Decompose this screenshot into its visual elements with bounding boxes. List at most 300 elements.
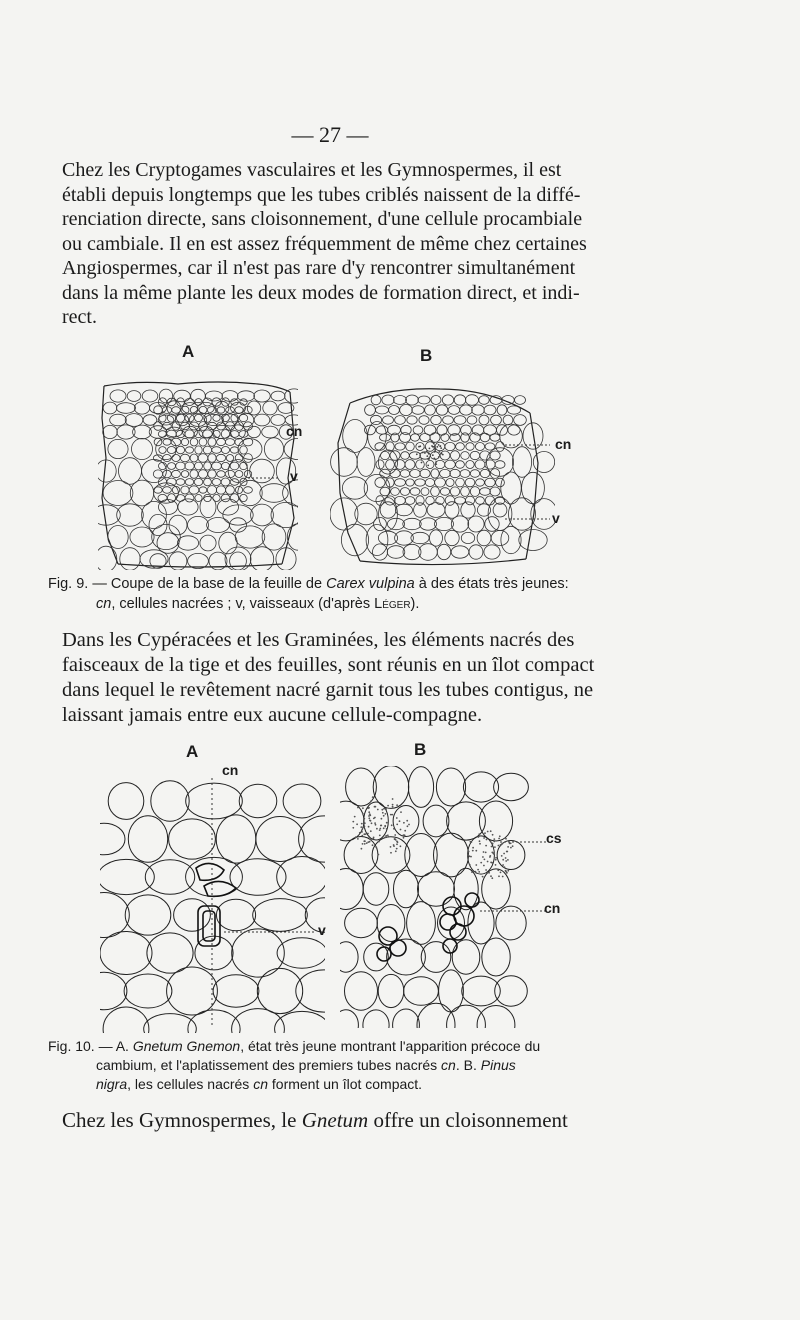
tissue-cell [407,902,436,945]
tissue-cell [495,976,528,1006]
tissue-cell [152,524,181,549]
stipple-dot [363,840,365,842]
caption-abbrev: cn [441,1057,456,1073]
tissue-cell [412,406,424,415]
stipple-dot [378,854,380,856]
tissue-cell [426,460,434,468]
stipple-dot [502,864,504,866]
stipple-dot [499,835,501,837]
tissue-cell [110,390,126,402]
tissue-cell [400,470,410,478]
tissue-cell [436,405,448,415]
tissue-cell [395,496,406,504]
tissue-cell [376,460,384,469]
stipple-dot [470,841,472,843]
stipple-dot [390,852,392,854]
stipple-dot [363,826,365,828]
tissue-cell [390,451,400,461]
tissue-cell [103,402,117,414]
tissue-cell [442,395,453,405]
stipple-dot [368,826,370,828]
tissue-cell [431,469,439,478]
stipple-dot [397,841,399,843]
stipple-dot [384,825,386,827]
tissue-cell [200,535,216,551]
tissue-cell [185,399,195,406]
caption-text: forment un îlot compact. [268,1076,423,1092]
tissue-cell [205,414,224,425]
tissue-cell [345,972,378,1010]
stipple-dot [500,844,502,846]
tissue-cell [159,500,178,515]
tissue-cell [378,450,397,474]
stipple-dot [393,828,395,830]
caption-abbrev: cn [253,1076,268,1092]
text-line: établi depuis longtemps que les tubes criblés naissent de la diffé- [62,183,581,206]
tissue-cell [238,439,262,460]
stipple-dot [362,813,364,815]
tissue-cell [406,479,414,486]
tissue-cell [394,870,419,908]
caption-text: Fig. 9. — Coupe de la base de la feuille de [48,576,327,592]
tissue-cell [472,405,485,415]
stipple-dot [372,844,374,846]
fig10-drawing-a [100,778,325,1033]
stipple-dot [381,809,383,811]
stipple-dot [469,864,471,866]
tissue-cell [451,546,469,558]
tissue-cell [216,815,256,863]
tissue-cell [194,430,203,437]
tissue-cell [420,518,437,530]
tissue-cell [512,447,531,478]
tissue-cell [468,516,484,532]
stipple-dot [396,804,398,806]
stipple-dot [478,836,480,838]
stipple-dot [471,871,473,873]
tissue-cell [195,936,233,970]
tissue-cell [376,406,389,414]
tissue-cell [163,487,172,494]
tissue-cell [461,452,470,460]
tissue-cell [387,546,405,559]
tissue-cell [221,494,230,502]
caption-species: Carex vulpina [326,576,415,592]
tissue-cell [450,451,459,461]
tissue-cell [445,460,456,469]
tissue-cell [208,438,216,447]
tissue-cell [253,899,308,932]
tissue-cell [185,494,194,502]
caption-species: nigra [96,1076,128,1092]
stipple-dot [392,806,394,808]
tissue-cell [454,416,466,425]
tissue-cell [340,869,363,910]
stipple-dot [374,822,376,824]
tissue-cell [244,454,253,463]
tissue-cell [264,438,283,461]
tissue-cell [380,434,391,441]
tissue-cell [117,403,136,414]
tissue-cell [132,438,153,459]
tissue-cell [190,470,198,479]
tissue-cell [440,451,450,460]
stipple-dot [467,854,469,856]
tissue-cell [204,478,212,486]
stipple-dot [375,824,377,826]
tissue-cell [100,823,125,855]
tissue-cell [440,469,451,477]
tissue-cell [217,438,226,445]
stipple-dot [406,820,408,822]
stipple-dot [439,446,441,448]
stipple-dot [507,859,509,861]
stipple-dot [363,818,365,820]
tissue-cell [507,406,520,414]
stipple-dot [440,447,442,449]
stipple-dot [491,843,493,845]
stipple-dot [500,872,502,874]
stipple-dot [478,871,480,873]
tissue-cell [425,405,436,415]
tissue-cell [467,416,477,424]
tissue-cell [157,533,179,554]
tissue-cell [145,860,194,895]
stipple-dot [373,818,375,820]
tissue-cell [423,805,449,837]
stipple-dot [432,454,434,456]
stipple-dot [403,822,405,824]
tissue-cell [186,783,243,819]
tissue-cell [195,462,203,470]
tissue-cell [443,416,454,424]
tissue-cell [142,459,167,482]
stipple-dot [364,822,366,824]
stipple-dot [426,455,428,457]
stipple-dot [399,820,401,822]
stipple-dot [396,817,398,819]
tissue-cell [195,495,202,502]
tissue-cell [277,857,325,898]
stipple-dot [494,846,496,848]
tissue-cell [172,455,180,462]
tissue-cell [158,431,166,438]
stipple-dot [475,864,477,866]
stipple-dot [505,838,507,840]
tissue-cell [248,426,261,437]
tissue-cell [212,447,222,454]
tissue-cell [240,446,248,454]
stipple-dot [380,825,382,827]
tissue-cell [147,933,193,973]
tissue-cell [110,414,127,426]
stipple-dot [502,876,504,878]
fig10-label-v-a: v [318,922,326,938]
tissue-cell [239,414,247,421]
tissue-cell [456,443,465,451]
stipple-dot [377,809,379,811]
stipple-dot [370,800,372,802]
stipple-dot [498,845,500,847]
tissue-cell [221,478,230,486]
tissue-cell [181,486,189,494]
stipple-dot [485,852,487,854]
tissue-cell [446,479,454,487]
tissue-cell [493,503,507,517]
stipple-dot [472,850,474,852]
tissue-cell [484,405,496,415]
tissue-cell [434,833,469,877]
tissue-cell [400,405,413,416]
stipple-dot [505,860,507,862]
stipple-dot [510,842,512,844]
stipple-dot [404,835,406,837]
stipple-dot [372,838,374,840]
tissue-cell [180,454,189,462]
tissue-cell [435,517,454,530]
tissue-cell [437,544,450,559]
tissue-cell [159,447,166,454]
stipple-dot [483,865,485,867]
caption-text: ). [410,596,420,612]
stipple-dot [503,853,505,855]
stipple-dot [482,876,484,878]
stipple-dot [419,445,421,447]
tissue-cell [431,487,440,497]
tissue-cell [185,462,194,470]
tissue-cell [232,929,285,977]
stipple-dot [368,807,370,809]
tissue-cell [199,438,207,446]
tissue-cell [190,438,198,446]
tissue-cell [460,405,473,415]
stipple-dot [354,816,356,818]
stipple-dot [498,875,500,877]
tissue-cell [134,402,149,414]
tissue-cell [490,434,500,441]
tissue-cell [250,459,275,483]
tissue-cell [103,481,133,506]
stipple-dot [495,864,497,866]
tissue-cell [216,899,255,930]
stipple-dot [381,818,383,820]
stipple-dot [392,798,394,800]
tissue-cell [217,471,225,478]
tissue-cell [175,414,188,426]
tissue-cell [216,486,225,494]
tissue-cell [365,405,376,416]
tissue-cell [410,452,421,459]
tissue-cell [460,470,470,478]
stipple-dot [495,859,497,861]
tissue-cell [199,487,207,493]
stipple-dot [484,832,486,834]
tissue-cell [466,461,474,469]
tissue-cell [344,837,378,874]
stipple-dot [370,820,372,822]
stipple-dot [404,830,406,832]
stipple-dot [434,451,436,453]
text-line: rect. [62,306,97,328]
tissue-cell [490,487,500,496]
tissue-cell [480,433,489,442]
tissue-cell [171,438,181,446]
tissue-cell [198,454,208,463]
stipple-dot [393,844,395,846]
text-line: ou cambiale. Il en est assez fréquemment de même chez certaines [62,232,587,255]
stipple-dot [368,836,370,838]
tissue-cell [181,406,189,414]
tissue-cell [461,532,474,543]
tissue-cell [172,470,181,477]
tissue-cell [445,442,455,450]
stipple-dot [470,856,472,858]
caption-text: , état très jeune montrant l'apparition précoce du [240,1038,541,1054]
tissue-cell [469,545,483,559]
stipple-dot [492,852,494,854]
stipple-dot [382,812,384,814]
stipple-dot [369,841,371,843]
stipple-dot [435,461,437,463]
tissue-cell [230,447,238,453]
tissue-cell [451,516,468,532]
tissue-cell [431,396,441,405]
tissue-cell [447,1005,486,1028]
stipple-dot [384,836,386,838]
tissue-cell [240,462,248,469]
stipple-dot [356,823,358,825]
stipple-dot [480,862,482,864]
tissue-cell [430,530,443,546]
tissue-cell [240,494,247,501]
tissue-cell [363,873,389,905]
tissue-cell [419,544,438,561]
stipple-dot [396,824,398,826]
tissue-cell [108,526,128,549]
tissue-cell [204,494,212,501]
tissue-cell [477,1006,515,1029]
stipple-dot [512,845,514,847]
stipple-dot [498,838,500,840]
tissue-cell [168,463,176,470]
tissue-cell [244,422,253,430]
tissue-cell [178,499,198,515]
tissue-cell [232,1009,285,1033]
tissue-cell [124,974,172,1008]
paragraph-1 [62,158,622,330]
stipple-dot [433,458,435,460]
tissue-cell [445,496,455,506]
tissue-cell [441,434,449,442]
tissue-cell [108,783,144,820]
tissue-cell [283,784,321,818]
tissue-cell [167,478,176,486]
caption-species: Gnetum Gnemon [132,1038,241,1054]
tissue-cell [509,498,536,530]
tissue-cell [100,972,127,1009]
tissue-cell [213,415,220,422]
fig9-label-cn-b: cn [555,436,572,452]
tissue-cell [100,859,154,894]
stipple-dot [487,861,489,863]
stipple-dot [361,835,363,837]
stipple-dot [507,870,509,872]
tissue-cell [120,548,140,570]
tissue-cell [436,768,465,806]
stipple-dot [390,814,392,816]
caption-text: cambium, et l'aplatissement des premiers tubes nacrés [96,1057,442,1073]
stipple-dot [478,833,480,835]
tissue-cell [431,415,442,424]
tissue-cell [176,430,185,437]
tissue-cell [199,426,213,437]
stipple-dot [491,846,493,848]
tissue-cell [219,532,237,554]
tissue-cell [456,478,465,487]
stipple-dot [490,875,492,877]
stipple-dot [487,872,489,874]
tissue-cell [200,496,216,517]
tissue-cell [448,406,460,415]
stipple-dot [493,841,495,843]
stipple-dot [352,821,354,823]
tissue-cell [400,433,411,443]
stipple-dot [361,848,363,850]
stipple-dot [370,830,372,832]
tissue-cell [207,486,216,495]
page-number: — 27 — [291,122,369,147]
caption-author: Léger [374,596,411,612]
tissue-cell [421,488,429,496]
tissue-cell [149,514,167,535]
tissue-cell [497,405,507,415]
tissue-cell [217,407,225,413]
stipple-dot [355,836,357,838]
tissue-cell [230,859,286,896]
tissue-cell [166,427,182,437]
tissue-cell [181,471,188,478]
tissue-cell [271,391,285,401]
tissue-cell [345,908,378,937]
tissue-cell [212,479,221,486]
stipple-dot [489,855,491,857]
tissue-cell [341,524,368,556]
tissue-cell [410,488,420,496]
stipple-dot [400,829,402,831]
tissue-cell [410,470,421,478]
tissue-cell [405,460,415,470]
tissue-cell [150,403,167,414]
stipple-dot [485,845,487,847]
tissue-cell [479,801,512,841]
tissue-cell [189,486,199,494]
stipple-dot [435,463,437,465]
tissue-cell [163,422,172,429]
tissue-cell [254,390,270,402]
fig10-label-cn-b: cn [544,900,561,916]
stipple-dot [475,871,477,873]
tissue-cell [226,407,235,414]
stipple-dot [439,451,441,453]
tissue-cell [485,517,499,532]
tissue-cell [159,389,172,403]
stipple-dot [485,869,487,871]
tissue-cell [213,975,259,1007]
stipple-dot [487,831,489,833]
stipple-dot [383,815,385,817]
tissue-cell [174,390,191,402]
paragraph-3 [62,1108,622,1133]
